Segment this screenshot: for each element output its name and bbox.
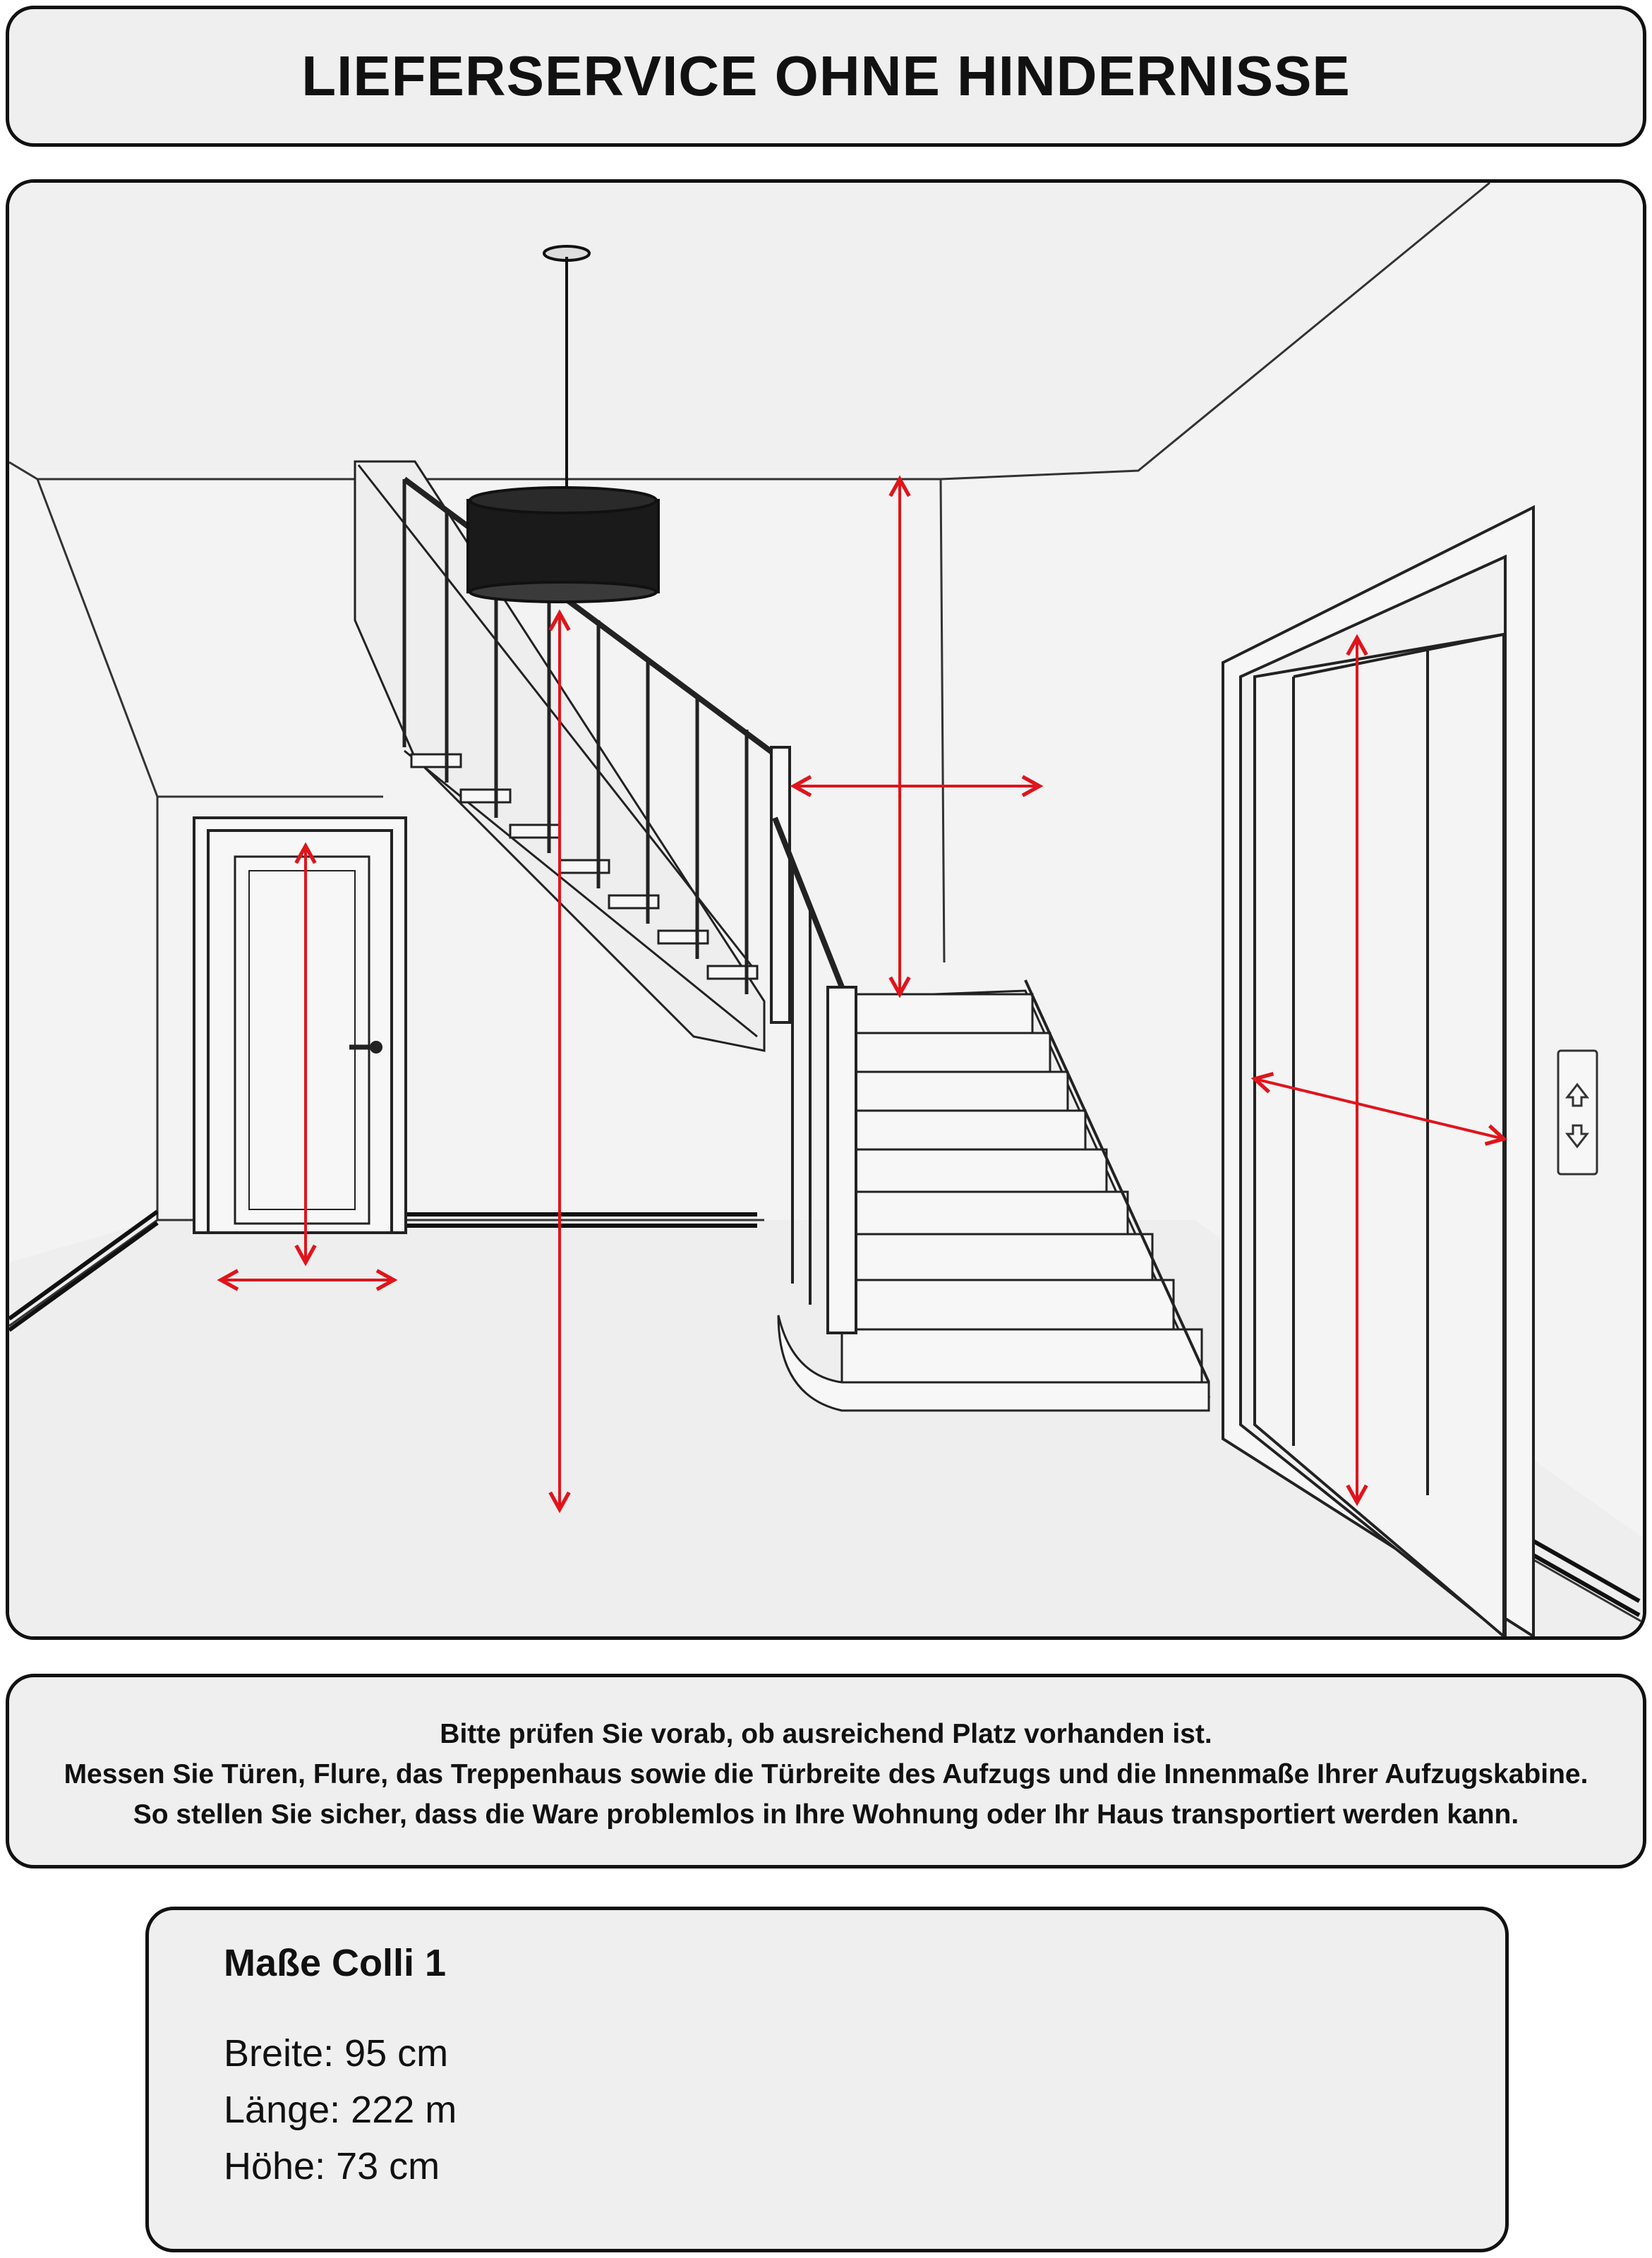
hallway-illustration	[6, 179, 1646, 1640]
length-value: Länge: 222 m	[224, 2089, 457, 2131]
elevator-call-panel	[1558, 1051, 1597, 1174]
dimensions-heading: Maße Colli 1	[224, 1942, 447, 1984]
notice-line: Messen Sie Türen, Flure, das Treppenhaus sowie die Türbreite des Aufzugs und die Innenmaße Ihrer Aufzugskabine.	[64, 1759, 1588, 1789]
door	[194, 818, 406, 1233]
width-value: Breite: 95 cm	[224, 2032, 449, 2075]
notice-panel	[6, 1674, 1646, 1868]
notice-line: So stellen Sie sicher, dass die Ware problemlos in Ihre Wohnung oder Ihr Haus transportiert werden kann.	[133, 1799, 1519, 1830]
title-banner	[6, 6, 1646, 147]
dimensions-panel	[145, 1907, 1509, 2252]
notice-line: Bitte prüfen Sie vorab, ob ausreichend Platz vorhanden ist.	[440, 1719, 1212, 1749]
height-value: Höhe: 73 cm	[224, 2145, 440, 2187]
elevator	[1223, 507, 1533, 1636]
page-title: LIEFERSERVICE OHNE HINDERNISSE	[301, 44, 1351, 107]
stairwell-drawing	[9, 183, 1643, 1636]
notice-text	[9, 1714, 1643, 1835]
